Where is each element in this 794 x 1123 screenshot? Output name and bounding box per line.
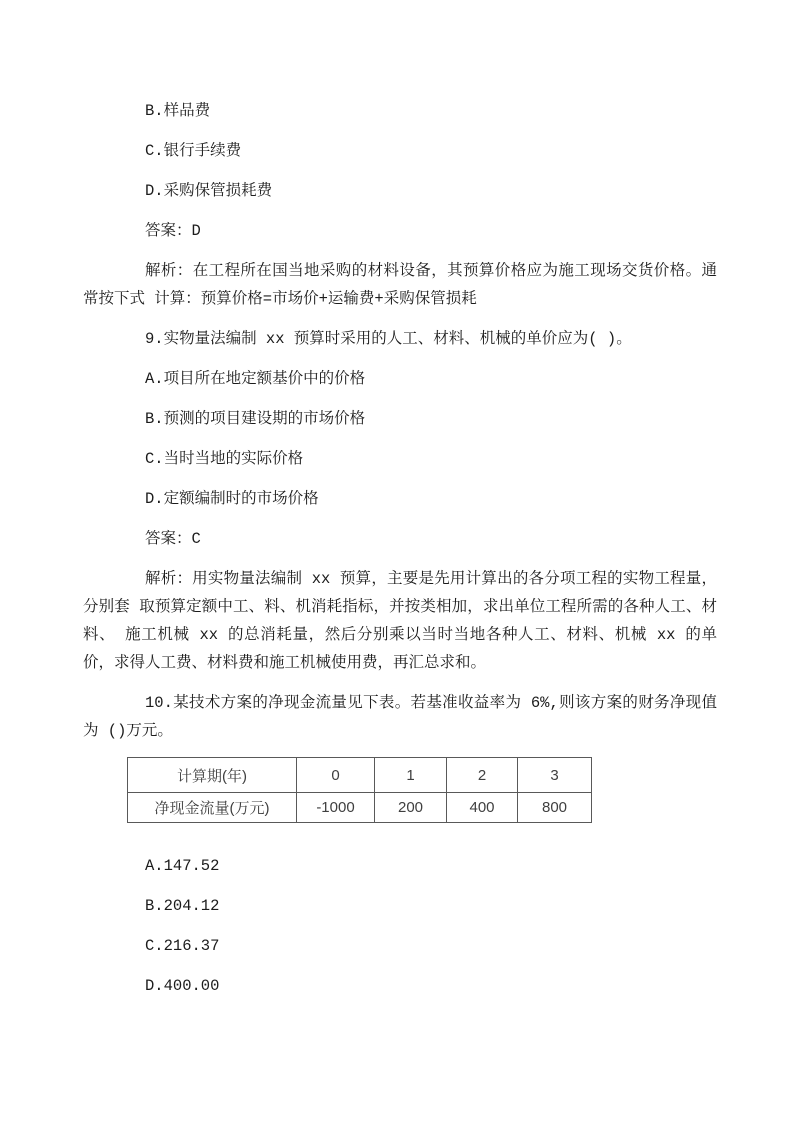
q10-table-cashflow-year3-cell: 800: [518, 793, 592, 823]
q10-table-header-row: [128, 758, 592, 793]
q10-table-header-year2-cell: 2: [447, 758, 518, 793]
q10-table-cashflow-year1-cell: 200: [375, 793, 447, 823]
q10-table-cashflow-label-cell: 净现金流量(万元): [128, 793, 297, 823]
q10-table-data-row: [128, 793, 592, 823]
q10-option-a: A.147.52: [145, 857, 220, 875]
q8-answer: 答案：D: [145, 222, 201, 240]
q9-option-b: B.预测的项目建设期的市场价格: [145, 410, 366, 428]
q10-table-header-label-cell: 计算期(年): [128, 758, 297, 793]
q10-table-cashflow-year0-cell: -1000: [297, 793, 375, 823]
q10-table-cashflow-year2-cell: 400: [447, 793, 518, 823]
q9-option-d: D.定额编制时的市场价格: [145, 490, 319, 508]
q10-option-d: D.400.00: [145, 977, 220, 995]
q8-option-d: D.采购保管损耗费: [145, 182, 273, 200]
q9-analysis: 解析：用实物量法编制 xx 预算，主要是先用计算出的各分项工程的实物工程量，分别套 取预算定额中工、料、机消耗指标，并按类相加，求出单位工程所需的各种人工、材料、 施工机械 xx 的总消耗量，然后分别乘以当时当地各种人工、材料、机械 xx 的单价，求得人工费、材料费和施工机械使用费，再汇总求和。: [83, 570, 717, 672]
q10-table-header-year3-cell: 3: [518, 758, 592, 793]
q10-cashflow-table: [127, 757, 592, 823]
q10-table-header-year1-cell: 1: [375, 758, 447, 793]
q10-stem: 10.某技术方案的净现金流量见下表。若基准收益率为 6%,则该方案的财务净现值为 ()万元。: [83, 694, 717, 740]
q10-option-b: B.204.12: [145, 897, 220, 915]
q8-option-c: C.银行手续费: [145, 142, 242, 160]
q9-answer: 答案：C: [145, 530, 201, 548]
q10-table-header-year0-cell: 0: [297, 758, 375, 793]
q9-option-a: A.项目所在地定额基价中的价格: [145, 370, 366, 388]
q8-option-b: B.样品费: [145, 102, 211, 120]
q9-stem: 9.实物量法编制 xx 预算时采用的人工、材料、机械的单价应为( )。: [145, 330, 632, 348]
q10-option-c: C.216.37: [145, 937, 220, 955]
q9-option-c: C.当时当地的实际价格: [145, 450, 304, 468]
q8-analysis: 解析：在工程所在国当地采购的材料设备，其预算价格应为施工现场交货价格。通常按下式 计算：预算价格=市场价+运输费+采购保管损耗: [83, 262, 717, 308]
